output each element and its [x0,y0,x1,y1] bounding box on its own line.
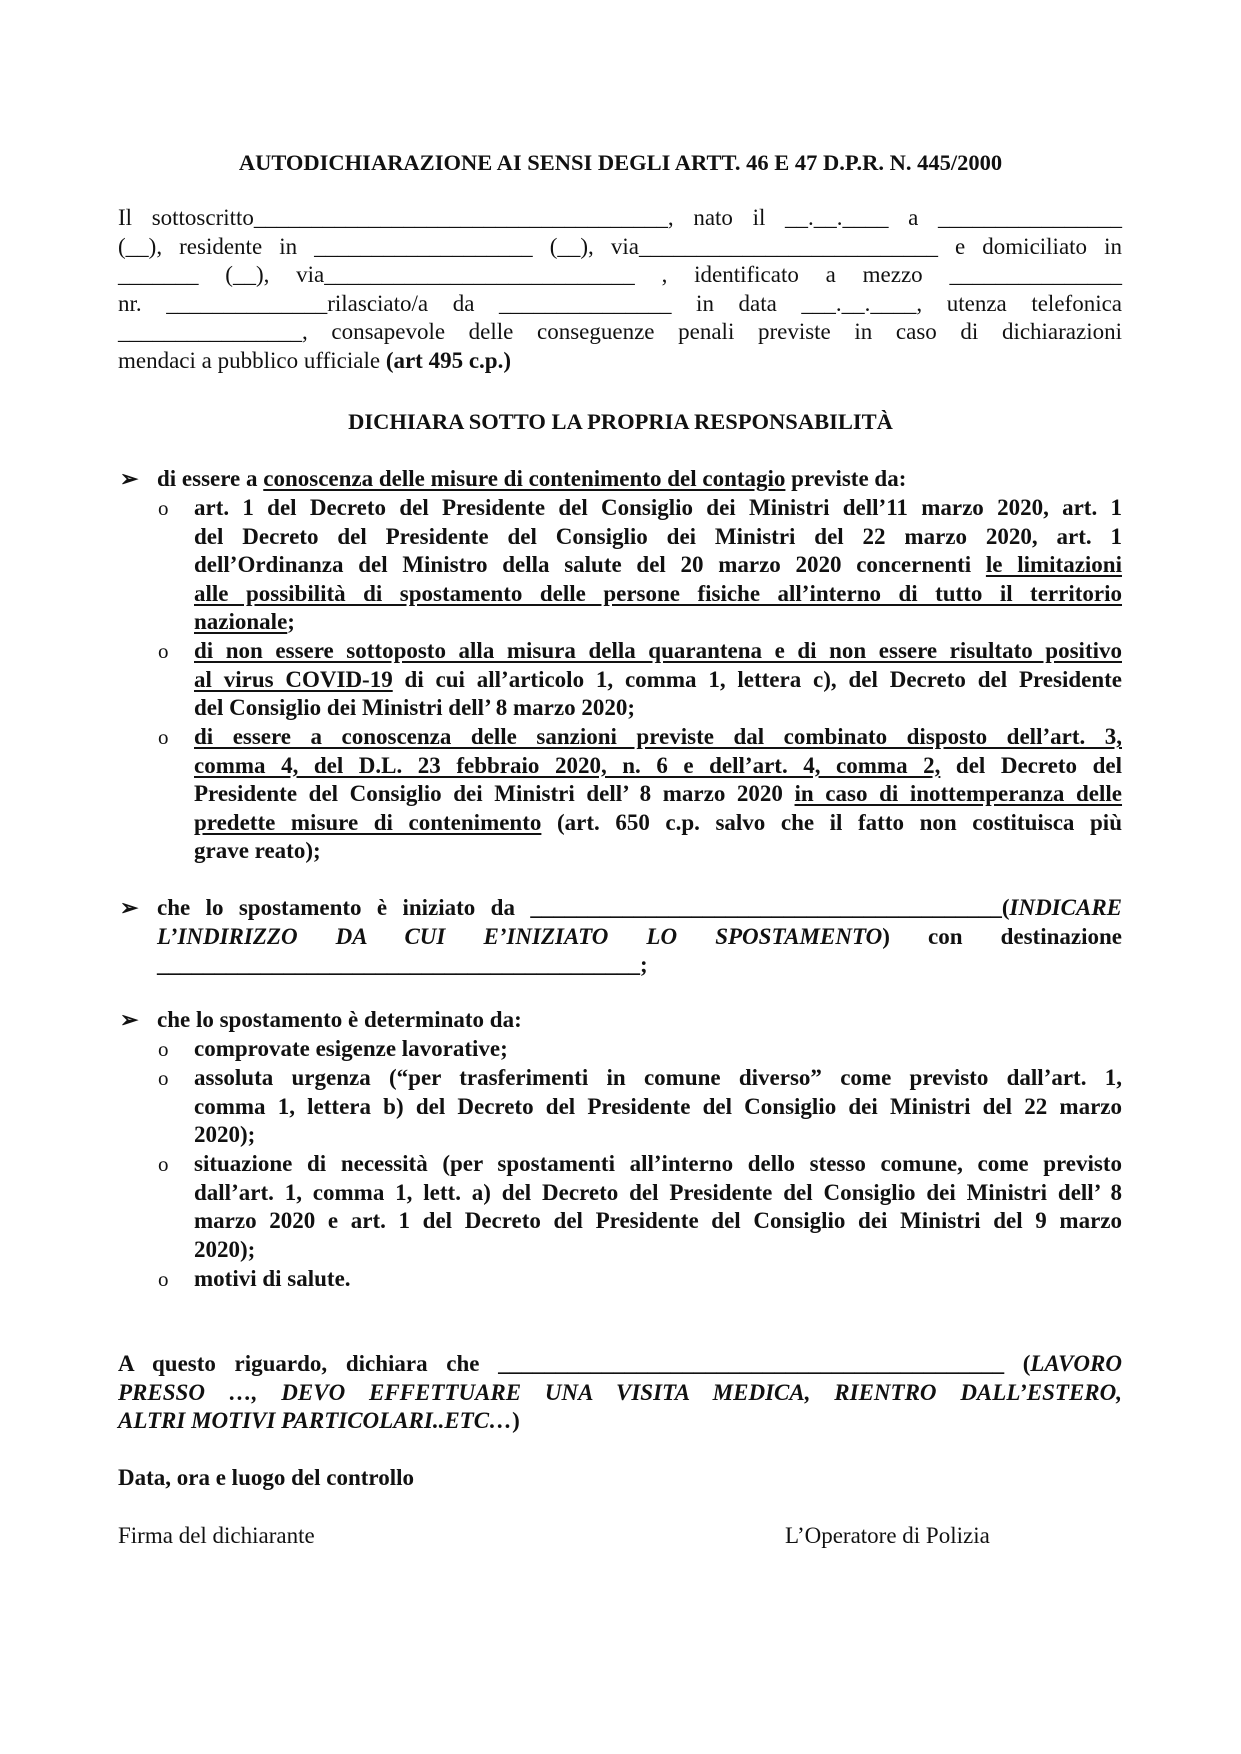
section3-item3-line2: dall’art. 1, comma 1, lett. a) del Decreto del Presidente del Consiglio dei Ministri dell’ 8 [194,1179,1122,1205]
statement-line1 [118,1350,1122,1379]
section3-item3-line1: situazione di necessità (per spostamenti all’interno dello stesso comune, come previsto [194,1151,1122,1176]
circle-bullet-icon: o [158,1267,169,1291]
section1-item3-line3-underlined: in caso di inottemperanza delle [794,781,1123,807]
section1-item2-line2 [194,666,1122,695]
section1-item1-line4: alle possibilità di spostamento delle persone fisiche all’interno di tutto il territorio [194,580,1122,606]
section1-item-1 [194,494,1122,637]
section2-line2 [157,923,1122,952]
section2-paragraph [157,894,1122,980]
section1-item2-line2-text: di cui all’articolo 1, comma 1, lettera c), del Decreto del Presidente [392,666,1122,692]
section1-lead [157,465,1122,494]
section1-item3-line4-underlined: predette misure di contenimento [194,809,542,835]
section1-item3-line1: di essere a conoscenza delle sanzioni previste dal combinato disposto dell’art. 3, [194,724,1122,749]
section1-item-3 [194,723,1122,866]
intro-line-5: ________________, consapevole delle conseguenze penali previste in caso di dichiarazioni [118,319,1122,345]
section1-item1-line5-end: ; [287,609,295,635]
statement-paragraph [118,1350,1122,1436]
intro-line-6 [118,347,1122,376]
section1-item1-line1: art. 1 del Decreto del Presidente del Consiglio dei Ministri dell’11 marzo 2020, art. 1 [194,495,1122,520]
section1-item2-line3: del Consiglio dei Ministri dell’ 8 marzo 2020; [194,695,636,721]
intro-art-reference: (art 495 c.p.) [385,347,511,373]
section1-item1-line5 [194,608,1122,637]
declaration-heading: DICHIARA SOTTO LA PROPRIA RESPONSABILITÀ [348,409,893,434]
section1-item1-line3 [194,551,1122,580]
document-title: AUTODICHIARAZIONE AI SENSI DEGLI ARTT. 46 E 47 D.P.R. N. 445/2000 [238,150,1003,175]
intro-line-4: nr. ______________rilasciato/a da _______________ in data ___.__.____, utenza telefonica [118,290,1122,316]
section3-item2-line2: comma 1, lettera b) del Decreto del Presidente del Consiglio dei Ministri del 22 marzo [194,1093,1122,1119]
intro-line-6-text: mendaci a pubblico ufficiale [118,347,386,373]
section1-item1-line3-underlined: le limitazioni [985,552,1122,578]
section1-lead-end: previste da: [785,466,907,491]
officer-signature-label: L’Operatore di Polizia [785,1523,990,1548]
declarant-signature-label: Firma del dichiarante [118,1523,315,1548]
section3-item-2 [194,1064,1122,1150]
section1-item1-line2: del Decreto del Presidente del Consiglio dei Ministri del 22 marzo 2020, art. 1 [194,523,1122,549]
control-date-label: Data, ora e luogo del controllo [118,1465,414,1490]
section1-item2-line1: di non essere sottoposto alla misura della quarantena e di non essere risultato positivo [194,638,1122,663]
section2-line1 [157,894,1122,923]
statement-line3-italic: ALTRI MOTIVI PARTICOLARI..ETC… [118,1408,513,1434]
intro-line-2: (__), residente in ___________________ (__), via__________________________ e domiciliato in [118,233,1122,259]
section2-line2-text: ) con destinazione [882,923,1122,949]
section3-item-4: motivi di salute. [194,1266,351,1291]
statement-line1-italic: LAVORO [1030,1351,1122,1376]
statement-line3-end: ) [512,1408,520,1434]
section2-line3: __________________________________________; [157,952,648,978]
section1-item3-line4-text: (art. 650 c.p. salvo che il fatto non costituisca più [541,809,1122,835]
circle-bullet-icon: o [158,1066,169,1090]
section1-item-2 [194,637,1122,723]
circle-bullet-icon: o [158,639,169,663]
section2-line2-italic: L’INDIRIZZO DA CUI E’INIZIATO LO SPOSTAMENTO [157,923,883,949]
statement-line2: PRESSO …, DEVO EFFETTUARE UNA VISITA MEDICA, RIENTRO DALL’ESTERO, [118,1379,1122,1405]
section3-item2-line1: assoluta urgenza (“per trasferimenti in comune diverso” come previsto dall’art. 1, [194,1065,1122,1090]
section3-lead: che lo spostamento è determinato da: [157,1007,522,1032]
arrow-bullet-icon: ➢ [120,895,139,920]
section1-item3-line2 [194,752,1122,781]
intro-line-3: _______ (__), via___________________________ , identificato a mezzo _______________ [118,262,1122,288]
section3-item3-line3: marzo 2020 e art. 1 del Decreto del Presidente del Consiglio dei Ministri del 9 marzo [194,1208,1122,1234]
section1-item3-line2-text: del Decreto del [940,752,1122,778]
section1-lead-text: di essere a [157,466,264,491]
section3-item-1: comprovate esigenze lavorative; [194,1036,508,1061]
section1-item3-line3-text: Presidente del Consiglio dei Ministri dell’ 8 marzo 2020 [194,781,795,807]
circle-bullet-icon: o [158,1037,169,1061]
section1-item3-line3 [194,780,1122,809]
section3-item2-line3: 2020); [194,1122,256,1148]
section1-item1-line5-underlined: nazionale [194,609,288,635]
statement-line1-text: A questo riguardo, dichiara che ____________________________________________ ( [118,1351,1031,1376]
section1-item3-line4 [194,809,1122,838]
arrow-bullet-icon: ➢ [120,466,139,491]
section1-lead-underlined: conoscenza delle misure di contenimento del contagio [263,466,786,491]
section3-item-3 [194,1150,1122,1264]
intro-paragraph [118,204,1122,376]
statement-line3 [118,1407,1122,1436]
section1-item2-line2-underlined: al virus COVID-19 [194,666,393,692]
section2-line1-text: che lo spostamento è iniziato da _________________________________________( [157,895,1010,920]
circle-bullet-icon: o [158,496,169,520]
section1-item3-line2-underlined: comma 4, del D.L. 23 febbraio 2020, n. 6 e dell’art. 4, comma 2, [194,752,941,778]
section1-item3-line5: grave reato); [194,838,321,864]
circle-bullet-icon: o [158,725,169,749]
section1-item1-line3-text: dell’Ordinanza del Ministro della salute del 20 marzo 2020 concernenti [194,552,986,578]
intro-line-1: Il sottoscritto____________________________________, nato il __.__.____ a ________________ [118,205,1122,230]
arrow-bullet-icon: ➢ [120,1007,139,1032]
circle-bullet-icon: o [158,1152,169,1176]
section2-line1-italic: INDICARE [1009,895,1122,920]
section3-item3-line4: 2020); [194,1236,256,1262]
